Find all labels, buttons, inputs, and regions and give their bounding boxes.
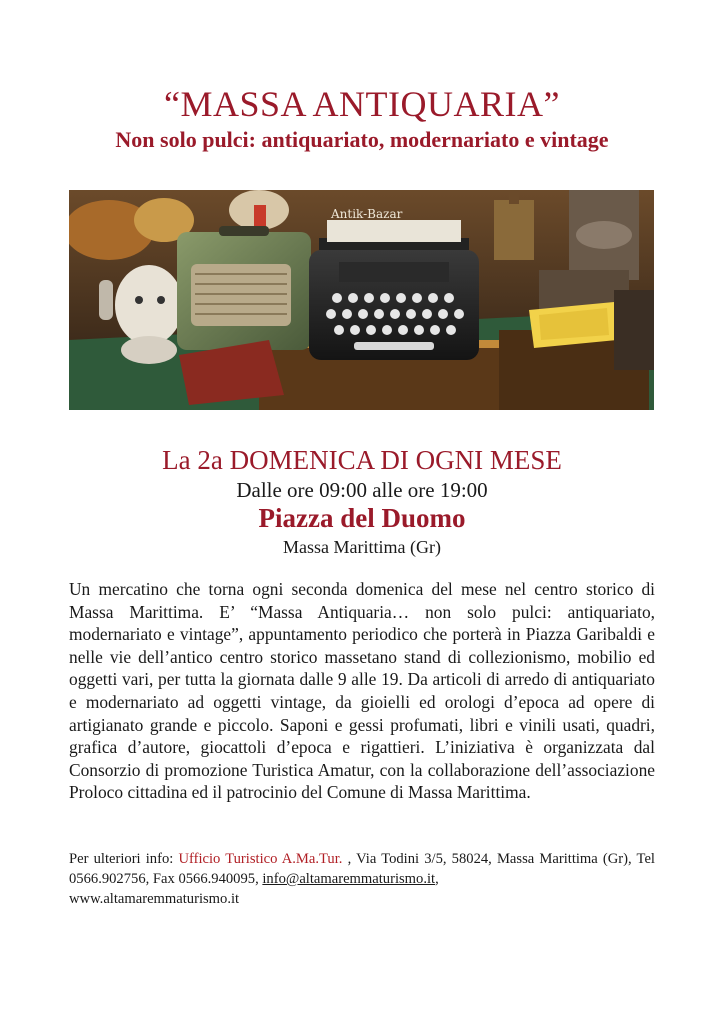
event-hours: Dalle ore 09:00 alle ore 19:00 (236, 478, 488, 502)
contact-address: , Via Todini 3/5, 58024, Massa Marittima (Gr), Tel 0566.902756, Fax 0566.940095, (69, 851, 655, 887)
event-location: Piazza del Duomo (258, 503, 466, 533)
event-subtitle: Non solo pulci: antiquariato, modernariato e vintage (115, 127, 609, 152)
contact-email-link[interactable]: info@altamaremmaturismo.it (262, 871, 436, 887)
contact-office: Ufficio Turistico A.Ma.Tur. (178, 851, 343, 867)
contact-separator: , (435, 871, 439, 887)
antiques-photo (69, 190, 654, 410)
event-frequency: La 2a DOMENICA DI OGNI MESE (162, 445, 562, 475)
event-title: “MASSA ANTIQUARIA” (164, 84, 560, 124)
event-city: Massa Marittima (Gr) (283, 537, 441, 557)
contact-website[interactable]: www.altamaremmaturismo.it (69, 891, 240, 907)
contact-prefix: Per ulteriori info: (69, 851, 179, 867)
antik-bazar-sign: Antik-Bazar (331, 207, 403, 221)
contact-info (69, 849, 655, 909)
event-description: Un mercatino che torna ogni seconda domenica del mese nel centro storico di Massa Marittima. E’ “Massa Antiquaria… non solo pulci: antiquariato, modernariato e vintage”, appuntamento periodico che porterà in Piazza Garibaldi e nelle vie dell’antico centro storico massetano stand di collezionismo, mobilio ed oggetti vari, per tutta la giornata dalle 9 alle 19. Da articoli di arredo di antiquariato e modernariato ad oggetti vintage, da gioielli ed orologi d’epoca ad opere di artigianato grande e piccolo. Saponi e gessi profumati, libri e vinili usati, quadri, grafica d’autore, giocattoli d’epoca e rigattieri. L’iniziativa è organizzata dal Consorzio di promozione Turistica Amatur, con la collaborazione dell’associazione Proloco cittadina ed il patrocinio del Comune di Massa Marittima. (69, 579, 655, 803)
